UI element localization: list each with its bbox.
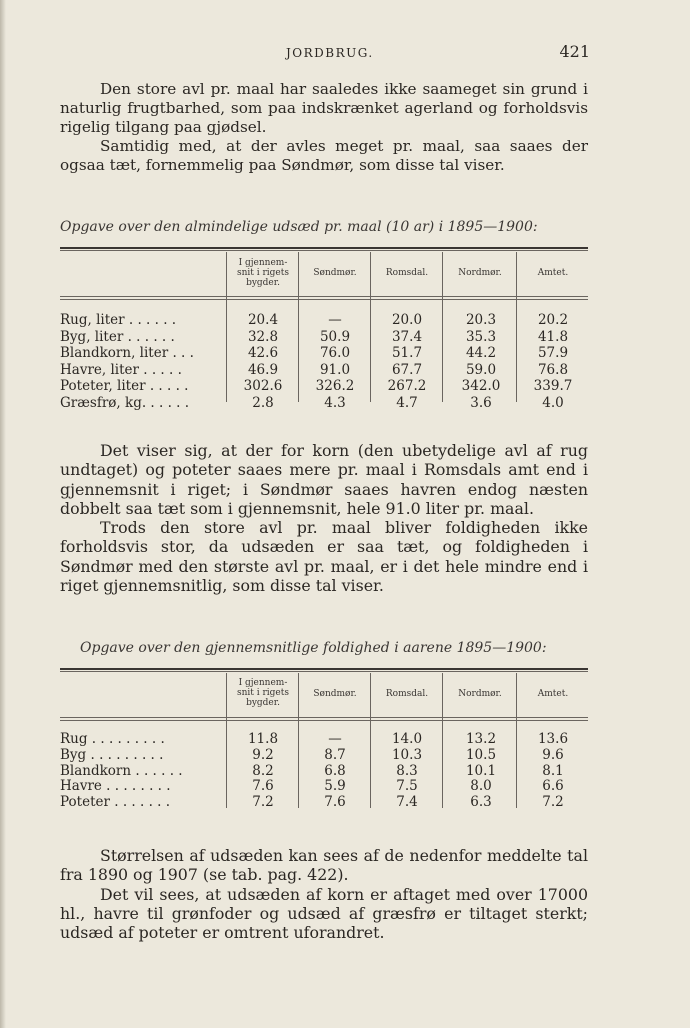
table1-cell: 20.2: [537, 312, 569, 328]
table1-cell: 76.0: [319, 345, 351, 361]
table1-header-rule: [60, 296, 588, 297]
paragraph-1: [60, 80, 588, 175]
table2-cell: 9.2: [252, 746, 274, 763]
table2-header-amtet: Amtet.: [537, 689, 569, 699]
table1-cell: 302.6: [243, 378, 283, 394]
paragraph-text: Den store avl pr. maal har saaledes ikke saameget sin grund i naturlig frugtbarhed, som paa indskrænket agerland og forholdsvis rigelig tilgang paa gjødsel.: [60, 80, 588, 136]
table1-cell: 41.8: [537, 328, 569, 345]
table1-row-label: Rug, liter . . . . . .: [60, 312, 177, 328]
table2-row-label: Rug . . . . . . . . .: [60, 731, 165, 747]
table1-header-romsdal: Romsdal.: [385, 268, 429, 278]
page-number: 421: [559, 42, 590, 61]
table1-cell: 20.4: [247, 312, 279, 328]
table2-cell: 9.6: [542, 746, 564, 763]
table1-row-label: Poteter, liter . . . . .: [60, 378, 189, 394]
table2-col-divider: [226, 673, 227, 808]
table2-cell: 10.1: [465, 762, 497, 779]
table2-cell: 14.0: [391, 731, 423, 747]
table1-cell: 4.3: [324, 394, 346, 411]
table2-cell: 7.6: [252, 778, 274, 795]
table2-header-riget: I gjennem- snit i rigets bygder.: [236, 678, 289, 708]
table2-cell: 10.5: [465, 746, 497, 763]
table2-caption: Opgave over den gjennemsnitlige foldighed i aarene 1895—1900:: [80, 640, 547, 656]
table2-cell: 8.1: [542, 762, 564, 779]
table1-cell: 4.7: [396, 394, 418, 411]
table1-cell: 32.8: [247, 328, 279, 345]
table1-header-sondmor: Søndmør.: [313, 268, 357, 278]
paragraph-3: [60, 846, 588, 942]
table1-cell: 267.2: [387, 378, 427, 394]
paragraph-text: Det vil sees, at udsæden af korn er aftaget med over 17000 hl., havre til grønfoder og udsæd af græsfrø er tiltaget sterkt; udsæd af poteter er omtrent uforandret.: [60, 884, 588, 943]
table2-cell: 13.2: [465, 731, 497, 747]
table2-header-romsdal: Romsdal.: [385, 689, 429, 699]
paragraph-2: [60, 441, 588, 595]
table1-cell: 91.0: [319, 361, 351, 378]
table1-cell: 59.0: [465, 361, 497, 378]
table1-cell: 67.7: [391, 361, 423, 378]
table1-header-amtet: Amtet.: [537, 268, 569, 278]
table2-col-divider: [298, 673, 299, 808]
table2-header-sondmor: Søndmør.: [313, 689, 357, 699]
table2-cell: 7.2: [542, 794, 564, 811]
table2-cell: 7.4: [396, 794, 418, 811]
table2-top-rule-thin: [60, 671, 588, 672]
table1-cell: 37.4: [391, 328, 423, 345]
table1-col-divider: [516, 252, 517, 402]
table1-col-divider: [226, 252, 227, 402]
table1-row-label: Byg, liter . . . . . .: [60, 328, 175, 345]
table2-cell: 6.3: [470, 794, 492, 811]
table2-header-rule: [60, 717, 588, 718]
table1-caption: Opgave over den almindelige udsæd pr. maal (10 ar) i 1895—1900:: [60, 219, 538, 235]
table1-cell: —: [328, 312, 342, 328]
table1-cell: 35.3: [465, 328, 497, 345]
table1-row-label: Blandkorn, liter . . .: [60, 345, 194, 361]
table1-cell: 326.2: [315, 378, 355, 394]
table2-cell: 6.6: [542, 778, 564, 795]
table2-cell: 8.3: [396, 762, 418, 779]
table2-row-label: Havre . . . . . . . .: [60, 778, 171, 795]
table1-row-label: Havre, liter . . . . .: [60, 361, 182, 378]
table1-col-divider: [370, 252, 371, 402]
table2-cell: 8.7: [324, 746, 346, 763]
table1-cell: 3.6: [470, 394, 492, 411]
table2-cell: 5.9: [324, 778, 346, 795]
table1-cell: 42.6: [247, 345, 279, 361]
table2-col-divider: [516, 673, 517, 808]
table1-cell: 342.0: [461, 378, 501, 394]
table2-cell: 8.0: [470, 778, 492, 795]
table1-cell: 4.0: [542, 394, 564, 411]
table2-cell: —: [328, 731, 342, 747]
table2: [60, 673, 588, 813]
table2-top-rule: [60, 668, 588, 670]
table2-cell: 8.2: [252, 762, 274, 779]
table1-cell: 76.8: [537, 361, 569, 378]
table1-cell: 44.2: [465, 345, 497, 361]
table1-cell: 46.9: [247, 361, 279, 378]
table2-col-divider: [442, 673, 443, 808]
table2-header-nordmor: Nordmør.: [458, 689, 502, 699]
table2-cell: 10.3: [391, 746, 423, 763]
table1-cell: 339.7: [533, 378, 573, 394]
table1-cell: 20.0: [391, 312, 423, 328]
table1: [60, 252, 588, 411]
table2-cell: 13.6: [537, 731, 569, 747]
table2-cell: 7.6: [324, 794, 346, 811]
table1-col-divider: [298, 252, 299, 402]
paragraph-text: Samtidig med, at der avles meget pr. maal, saa saaes der ogsaa tæt, fornemmelig paa Søndmør, som disse tal viser.: [60, 137, 588, 174]
table2-cell: 11.8: [247, 731, 279, 747]
table2-cell: 7.5: [396, 778, 418, 795]
table1-cell: 51.7: [391, 345, 423, 361]
paragraph-text: Størrelsen af udsæden kan sees af de nedenfor meddelte tal fra 1890 og 1907 (se tab. pag. 422).: [60, 846, 588, 885]
table2-header-rule-2: [60, 720, 588, 721]
table1-col-divider: [442, 252, 443, 402]
table2-row-label: Byg . . . . . . . . .: [60, 746, 164, 763]
table1-header-riget: I gjennem- snit i rigets bygder.: [236, 258, 289, 288]
paragraph-text: Trods den store avl pr. maal bliver foldigheden ikke forholdsvis stor, da udsæden er saa tæt, og foldigheden i Søndmør med den største avl pr. maal, er i det hele mindre end i riget gjennemsnitlig, som disse tal viser.: [60, 518, 588, 596]
table2-cell: 7.2: [252, 794, 274, 811]
running-title: JORDBRUG.: [286, 46, 374, 60]
table1-header-nordmor: Nordmør.: [458, 268, 502, 278]
table1-cell: 57.9: [537, 345, 569, 361]
page-edge-shadow: [0, 0, 6, 1028]
table1-cell: 50.9: [319, 328, 351, 345]
table1-cell: 20.3: [465, 312, 497, 328]
table2-row-label: Blandkorn . . . . . .: [60, 762, 183, 779]
table1-top-rule: [60, 247, 588, 249]
table1-row-label: Græsfrø, kg. . . . . .: [60, 394, 190, 411]
table2-col-divider: [370, 673, 371, 808]
table1-top-rule-thin: [60, 250, 588, 251]
table1-header-rule-2: [60, 299, 588, 300]
table2-row-label: Poteter . . . . . . .: [60, 794, 171, 811]
table1-cell: 2.8: [252, 394, 274, 411]
paragraph-text: Det viser sig, at der for korn (den ubetydelige avl af rug undtaget) og poteter saaes mere pr. maal i Romsdals amt end i gjennemsnit i riget; i Søndmør saaes havren endog næsten dobbelt saa tæt som i gjennemsnit, hele 91.0 liter pr. maal.: [60, 441, 588, 518]
table2-cell: 6.8: [324, 762, 346, 779]
